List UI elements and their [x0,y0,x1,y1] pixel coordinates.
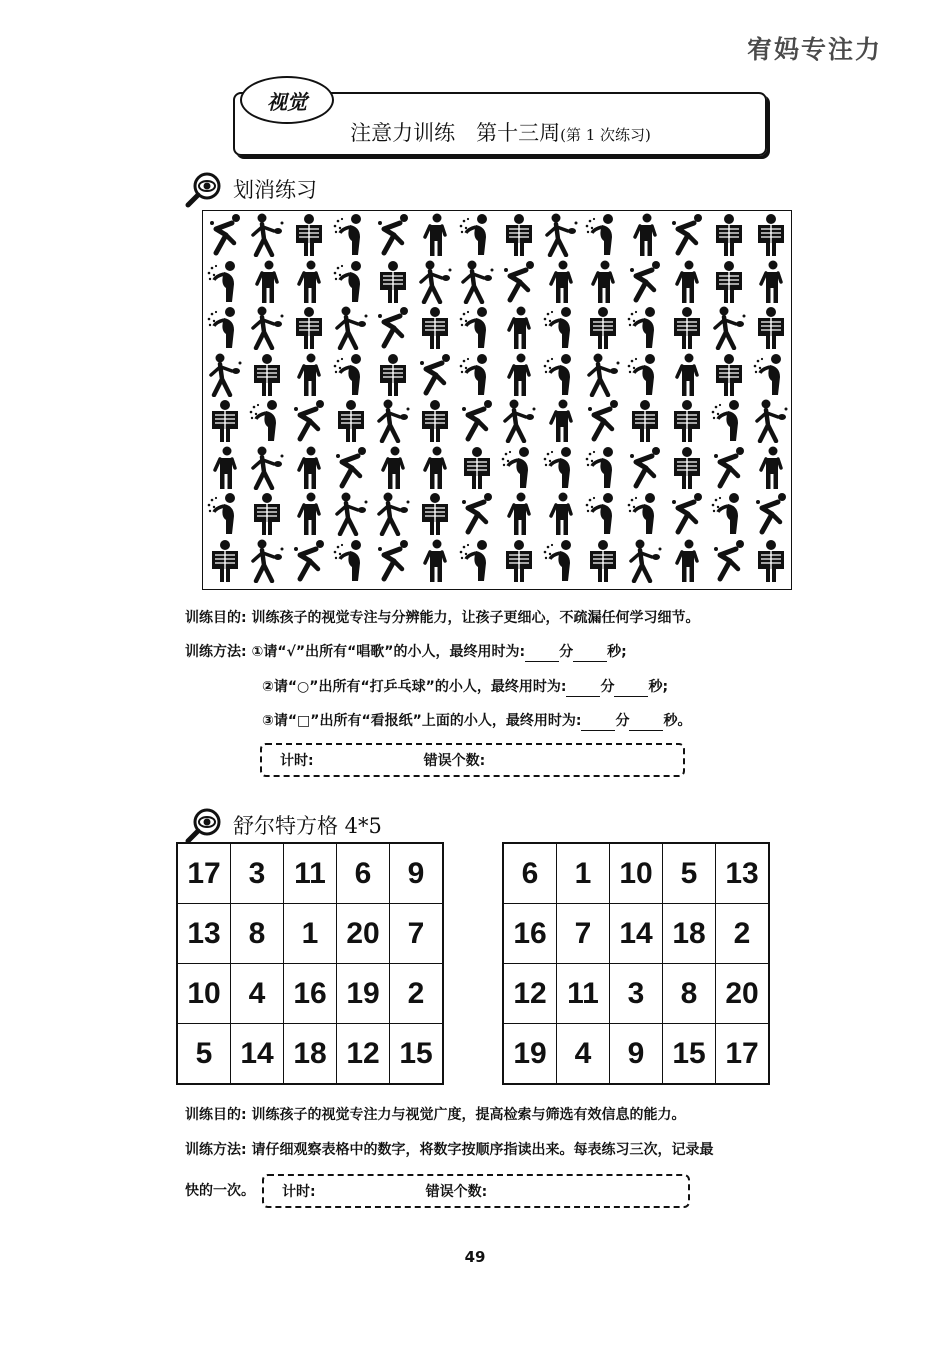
figure-newspaper[interactable] [710,260,748,304]
schulte-right-cell[interactable]: 8 [663,964,716,1024]
figure-tabletennis-b[interactable] [542,213,580,257]
schulte-right-cell[interactable]: 6 [503,843,557,904]
table-row [177,904,443,964]
schulte-right-cell[interactable]: 2 [716,904,770,964]
figure-tabletennis-b[interactable] [626,539,664,583]
table-row [503,904,769,964]
section-title: 划消练习 [233,178,317,202]
figure-singing[interactable] [332,353,370,397]
page-title [233,117,768,147]
record-box-1[interactable] [260,743,685,777]
schulte-left-cell[interactable]: 9 [390,843,444,904]
schulte-left-cell[interactable]: 5 [177,1024,231,1085]
schulte-left-cell[interactable]: 3 [231,843,284,904]
figure-singing[interactable] [248,399,286,443]
figure-tabletennis-b[interactable] [206,353,244,397]
figure-standing[interactable] [752,446,790,490]
schulte-right-cell[interactable]: 15 [663,1024,716,1085]
schulte-left-cell[interactable]: 19 [337,964,390,1024]
schulte-left-cell[interactable]: 1 [284,904,337,964]
figure-tabletennis-a[interactable] [626,446,664,490]
schulte-right-cell[interactable]: 20 [716,964,770,1024]
figure-tabletennis-a[interactable] [290,539,328,583]
figure-newspaper[interactable] [416,399,454,443]
section-title: 舒尔特方格 4*5 [233,814,382,838]
figure-standing[interactable] [290,260,328,304]
table-row [503,964,769,1024]
schulte-left-cell[interactable]: 14 [231,1024,284,1085]
figure-tabletennis-a[interactable] [710,446,748,490]
schulte-left-cell[interactable]: 4 [231,964,284,1024]
schulte-left-cell[interactable]: 2 [390,964,444,1024]
figure-standing[interactable] [626,213,664,257]
figure-newspaper[interactable] [584,539,622,583]
schulte-left-cell[interactable]: 6 [337,843,390,904]
method-paragraph-2-cont: 快的一次。 [185,1183,255,1199]
figure-newspaper[interactable] [374,260,412,304]
header-tab: 视觉 [240,76,334,124]
schulte-left-cell[interactable]: 11 [284,843,337,904]
method-paragraph-2 [185,1140,713,1160]
figure-newspaper[interactable] [584,306,622,350]
figure-standing[interactable] [416,539,454,583]
schulte-table-right [502,842,770,1085]
figure-singing[interactable] [206,260,244,304]
minutes-blank[interactable] [566,682,600,697]
goal-paragraph [185,608,699,628]
schulte-left-cell[interactable]: 12 [337,1024,390,1085]
figure-tabletennis-a[interactable] [668,492,706,536]
seconds-blank[interactable] [629,716,663,731]
figure-singing[interactable] [710,492,748,536]
figure-newspaper[interactable] [416,306,454,350]
figure-newspaper[interactable] [416,492,454,536]
method-label: 训练方法: [185,644,247,660]
schulte-left-cell[interactable]: 16 [284,964,337,1024]
figure-grid [202,210,792,590]
figure-tabletennis-b[interactable] [332,492,370,536]
figure-tabletennis-b[interactable] [710,306,748,350]
figure-newspaper[interactable] [500,539,538,583]
goal-label: 训练目的: [185,1107,247,1123]
title-subtitle: (第 1 次练习) [560,126,651,144]
figure-tabletennis-a[interactable] [584,399,622,443]
figure-standing[interactable] [542,492,580,536]
figure-singing[interactable] [332,539,370,583]
figure-singing[interactable] [458,353,496,397]
figure-singing[interactable] [584,213,622,257]
figure-standing[interactable] [668,353,706,397]
figure-newspaper[interactable] [668,306,706,350]
method-line-1 [185,642,627,662]
method-line-2 [262,677,668,697]
figure-tabletennis-b[interactable] [374,399,412,443]
figure-newspaper[interactable] [668,446,706,490]
record-errors-label: 错误个数: [425,1184,488,1200]
seconds-blank[interactable] [614,682,648,697]
method-text-3: ③请“□”出所有“看报纸”上面的小人，最终用时为: [262,713,582,729]
record-errors-label: 错误个数: [423,753,486,769]
schulte-right-cell[interactable]: 5 [663,843,716,904]
seconds-blank[interactable] [573,647,607,662]
schulte-right-cell[interactable]: 4 [557,1024,610,1085]
figure-newspaper[interactable] [290,306,328,350]
figure-tabletennis-a[interactable] [290,399,328,443]
figure-tabletennis-b[interactable] [332,306,370,350]
figure-standing[interactable] [542,260,580,304]
figure-tabletennis-a[interactable] [710,539,748,583]
figure-tabletennis-b[interactable] [248,446,286,490]
seconds-unit: 秒; [607,644,627,660]
record-time-label: 计时: [282,1184,316,1200]
figure-standing[interactable] [500,353,538,397]
figure-tabletennis-b[interactable] [248,539,286,583]
schulte-right-cell[interactable]: 9 [610,1024,663,1085]
figure-tabletennis-a[interactable] [374,539,412,583]
table-row [503,843,769,904]
figure-tabletennis-b[interactable] [374,492,412,536]
figure-standing[interactable] [248,260,286,304]
figure-tabletennis-a[interactable] [500,260,538,304]
figure-singing[interactable] [752,353,790,397]
schulte-right-cell[interactable]: 13 [716,843,770,904]
figure-singing[interactable] [542,353,580,397]
figure-singing[interactable] [458,306,496,350]
schulte-right-cell[interactable]: 18 [663,904,716,964]
schulte-right-cell[interactable]: 1 [557,843,610,904]
schulte-right-cell[interactable]: 10 [610,843,663,904]
schulte-left-cell[interactable]: 7 [390,904,444,964]
schulte-right-cell[interactable]: 16 [503,904,557,964]
figure-singing[interactable] [458,213,496,257]
goal-label: 训练目的: [185,610,247,626]
schulte-right-cell[interactable]: 14 [610,904,663,964]
figure-singing[interactable] [542,539,580,583]
schulte-left-cell[interactable]: 8 [231,904,284,964]
minutes-unit: 分 [600,679,615,695]
seconds-unit: 秒; [648,679,669,695]
figure-singing[interactable] [584,446,622,490]
figure-standing[interactable] [542,399,580,443]
method-line-3 [262,711,691,731]
figure-singing[interactable] [332,260,370,304]
figure-standing[interactable] [584,260,622,304]
figure-singing[interactable] [500,446,538,490]
figure-newspaper[interactable] [374,353,412,397]
schulte-left-cell[interactable]: 13 [177,904,231,964]
table-row [177,964,443,1024]
magnifier-eye-icon [185,806,223,844]
figure-tabletennis-a[interactable] [374,213,412,257]
section-schulte-heading [185,806,382,844]
figure-singing[interactable] [206,492,244,536]
figure-standing[interactable] [374,446,412,490]
figure-standing[interactable] [668,260,706,304]
figure-tabletennis-b[interactable] [752,399,790,443]
table-row [177,843,443,904]
figure-tabletennis-b[interactable] [248,213,286,257]
figure-tabletennis-a[interactable] [206,213,244,257]
schulte-left-cell[interactable]: 17 [177,843,231,904]
minutes-blank[interactable] [525,647,559,662]
figure-newspaper[interactable] [500,213,538,257]
figure-singing[interactable] [458,539,496,583]
figure-newspaper[interactable] [710,353,748,397]
watermark-title: 宥妈专注力 [746,35,882,64]
figure-newspaper[interactable] [206,539,244,583]
page-number: 49 [464,1248,486,1266]
figure-newspaper[interactable] [206,399,244,443]
figure-singing[interactable] [626,306,664,350]
figure-tabletennis-a[interactable] [668,213,706,257]
goal-text: 训练孩子的视觉专注力与视觉广度，提高检索与筛选有效信息的能力。 [251,1107,686,1123]
schulte-right-cell[interactable]: 3 [610,964,663,1024]
method-text: 请仔细观察表格中的数字，将数字按顺序指读出来。每表练习三次，记录最 [251,1142,714,1158]
figure-singing[interactable] [710,399,748,443]
record-box-2[interactable] [262,1174,690,1208]
figure-singing[interactable] [626,353,664,397]
figure-newspaper[interactable] [752,306,790,350]
record-time-label: 计时: [280,753,314,769]
method-text-2: ②请“○”出所有“打乒乓球”的小人，最终用时为: [262,679,567,695]
figure-singing[interactable] [626,492,664,536]
method-text-1: ①请“√”出所有“唱歌”的小人，最终用时为: [251,644,526,660]
figure-newspaper[interactable] [752,539,790,583]
figure-tabletennis-b[interactable] [584,353,622,397]
schulte-right-cell[interactable]: 7 [557,904,610,964]
figure-tabletennis-b[interactable] [458,260,496,304]
figure-singing[interactable] [542,446,580,490]
figure-standing[interactable] [752,260,790,304]
figure-tabletennis-a[interactable] [458,399,496,443]
schulte-right-cell[interactable]: 11 [557,964,610,1024]
goal-paragraph-2 [185,1105,685,1125]
schulte-left-cell[interactable]: 15 [390,1024,444,1085]
figure-standing[interactable] [290,492,328,536]
figure-newspaper[interactable] [710,213,748,257]
figure-tabletennis-a[interactable] [626,260,664,304]
figure-standing[interactable] [500,306,538,350]
schulte-right-cell[interactable]: 17 [716,1024,770,1085]
seconds-unit: 秒。 [663,713,692,729]
figure-standing[interactable] [416,213,454,257]
goal-text: 训练孩子的视觉专注与分辨能力，让孩子更细心，不疏漏任何学习细节。 [251,610,700,626]
figure-tabletennis-a[interactable] [752,492,790,536]
minutes-blank[interactable] [581,716,615,731]
schulte-left-cell[interactable]: 18 [284,1024,337,1085]
figure-singing[interactable] [584,492,622,536]
schulte-left-cell[interactable]: 10 [177,964,231,1024]
figure-singing[interactable] [206,306,244,350]
table-row [177,1024,443,1085]
figure-newspaper[interactable] [248,353,286,397]
figure-tabletennis-a[interactable] [332,446,370,490]
figure-newspaper[interactable] [668,399,706,443]
schulte-table-left [176,842,444,1085]
figure-standing[interactable] [416,446,454,490]
figure-standing[interactable] [206,446,244,490]
figure-tabletennis-b[interactable] [416,260,454,304]
figure-tabletennis-a[interactable] [458,492,496,536]
figure-newspaper[interactable] [248,492,286,536]
figure-newspaper[interactable] [626,399,664,443]
figure-tabletennis-a[interactable] [416,353,454,397]
figure-tabletennis-b[interactable] [248,306,286,350]
minutes-unit: 分 [615,713,630,729]
figure-newspaper[interactable] [752,213,790,257]
figure-singing[interactable] [332,213,370,257]
figure-singing[interactable] [542,306,580,350]
minutes-unit: 分 [559,644,574,660]
schulte-right-cell[interactable]: 12 [503,964,557,1024]
figure-newspaper[interactable] [332,399,370,443]
schulte-right-cell[interactable]: 19 [503,1024,557,1085]
figure-newspaper[interactable] [458,446,496,490]
table-row [503,1024,769,1085]
magnifier-eye-icon [185,170,223,208]
figure-standing[interactable] [668,539,706,583]
figure-newspaper[interactable] [290,213,328,257]
figure-standing[interactable] [290,446,328,490]
figure-tabletennis-b[interactable] [500,399,538,443]
schulte-left-cell[interactable]: 20 [337,904,390,964]
section-cancellation-heading [185,170,317,208]
title-text: 注意力训练 第十三周 [350,121,561,145]
figure-tabletennis-a[interactable] [374,306,412,350]
method-label: 训练方法: [185,1142,247,1158]
figure-standing[interactable] [500,492,538,536]
figure-standing[interactable] [290,353,328,397]
